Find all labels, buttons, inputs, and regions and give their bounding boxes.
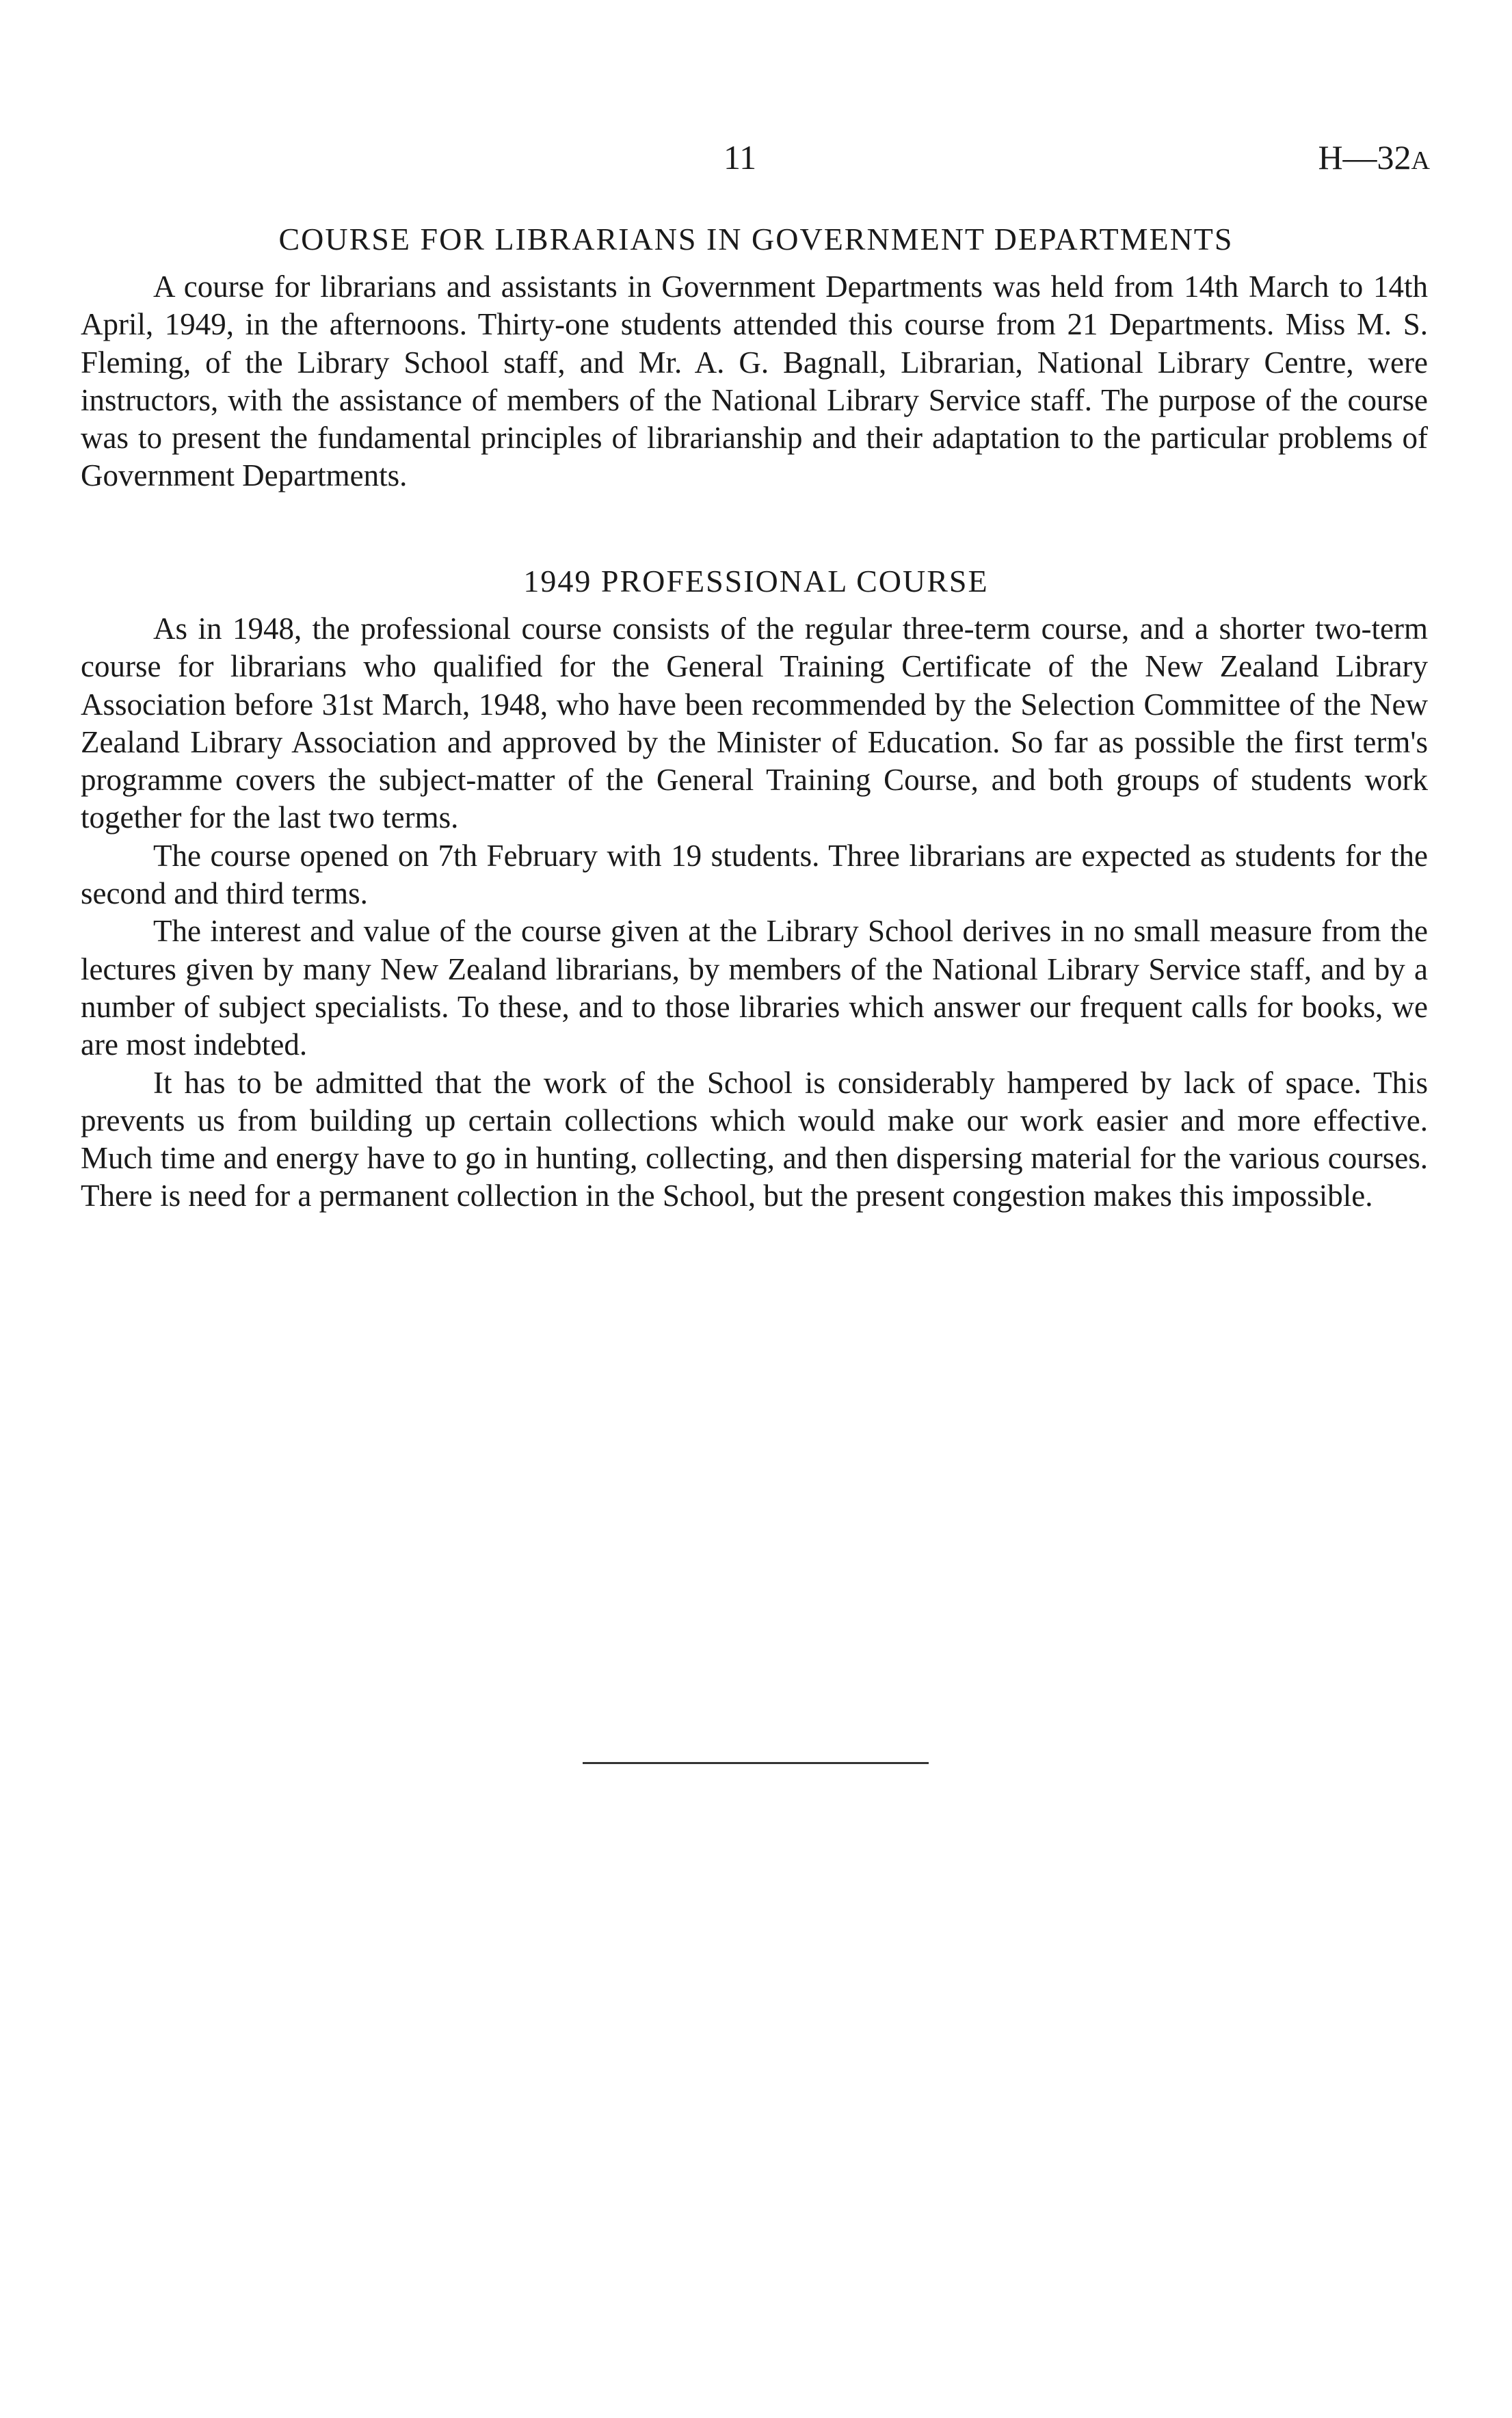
section-body-professional-course [81,610,1428,1215]
closing-rule [583,1762,929,1764]
section-body-government-course [81,268,1428,495]
paragraph: The course opened on 7th February with 19 students. Three librarians are expected as students for the second and third terms. [81,838,1428,911]
document-reference [1318,137,1430,181]
paragraph: As in 1948, the professional course consists of the regular three-term course, and a shorter two-term course for librarians who qualified for the General Training Certificate of the New Zealand Library Association before 31st March, 1948, who have been recommended by the Selection Committee of the New Zealand Library Association and approved by the Minister of Education. So far as possible the first term's programme covers the subject-matter of the General Training Course, and both groups of students work together for the last two terms. [81,612,1428,835]
document-reference-main: H—32 [1318,138,1411,176]
paragraph: A course for librarians and assistants in Government Departments was held from 14th March to 14th April, 1949, in the afternoons. Thirty-one students attended this course from 21 Departments. Miss M. S. Fleming, of the Library School staff, and Mr. A. G. Bagnall, Librarian, National Library Centre, were instructors, with the assistance of members of the National Library Service staff. The purpose of the course was to present the fundamental principles of librarianship and their adaptation to the particular problems of Government Departments. [81,270,1428,493]
paragraph: It has to be admitted that the work of the School is considerably hampered by lack of space. This prevents us from building up certain collections which would make our work easier and more effective. Much time and energy have to go in hunting, collecting, and then dispersing material for the various courses. There is need for a permanent collection in the School, but the present congestion makes this impossible. [81,1065,1428,1213]
paragraph: The interest and value of the course given at the Library School derives in no small measure from the lectures given by many New Zealand librarians, by members of the National Library Service staff, and by a number of subject specialists. To these, and to those libraries which answer our frequent calls for books, we are most indebted. [81,914,1428,1062]
section-heading-government-course: COURSE FOR LIBRARIANS IN GOVERNMENT DEPARTMENTS [278,222,1234,257]
document-reference-suffix: A [1411,146,1430,175]
section-heading-professional-course: 1949 PROFESSIONAL COURSE [523,564,989,599]
page-number: 11 [724,138,757,176]
